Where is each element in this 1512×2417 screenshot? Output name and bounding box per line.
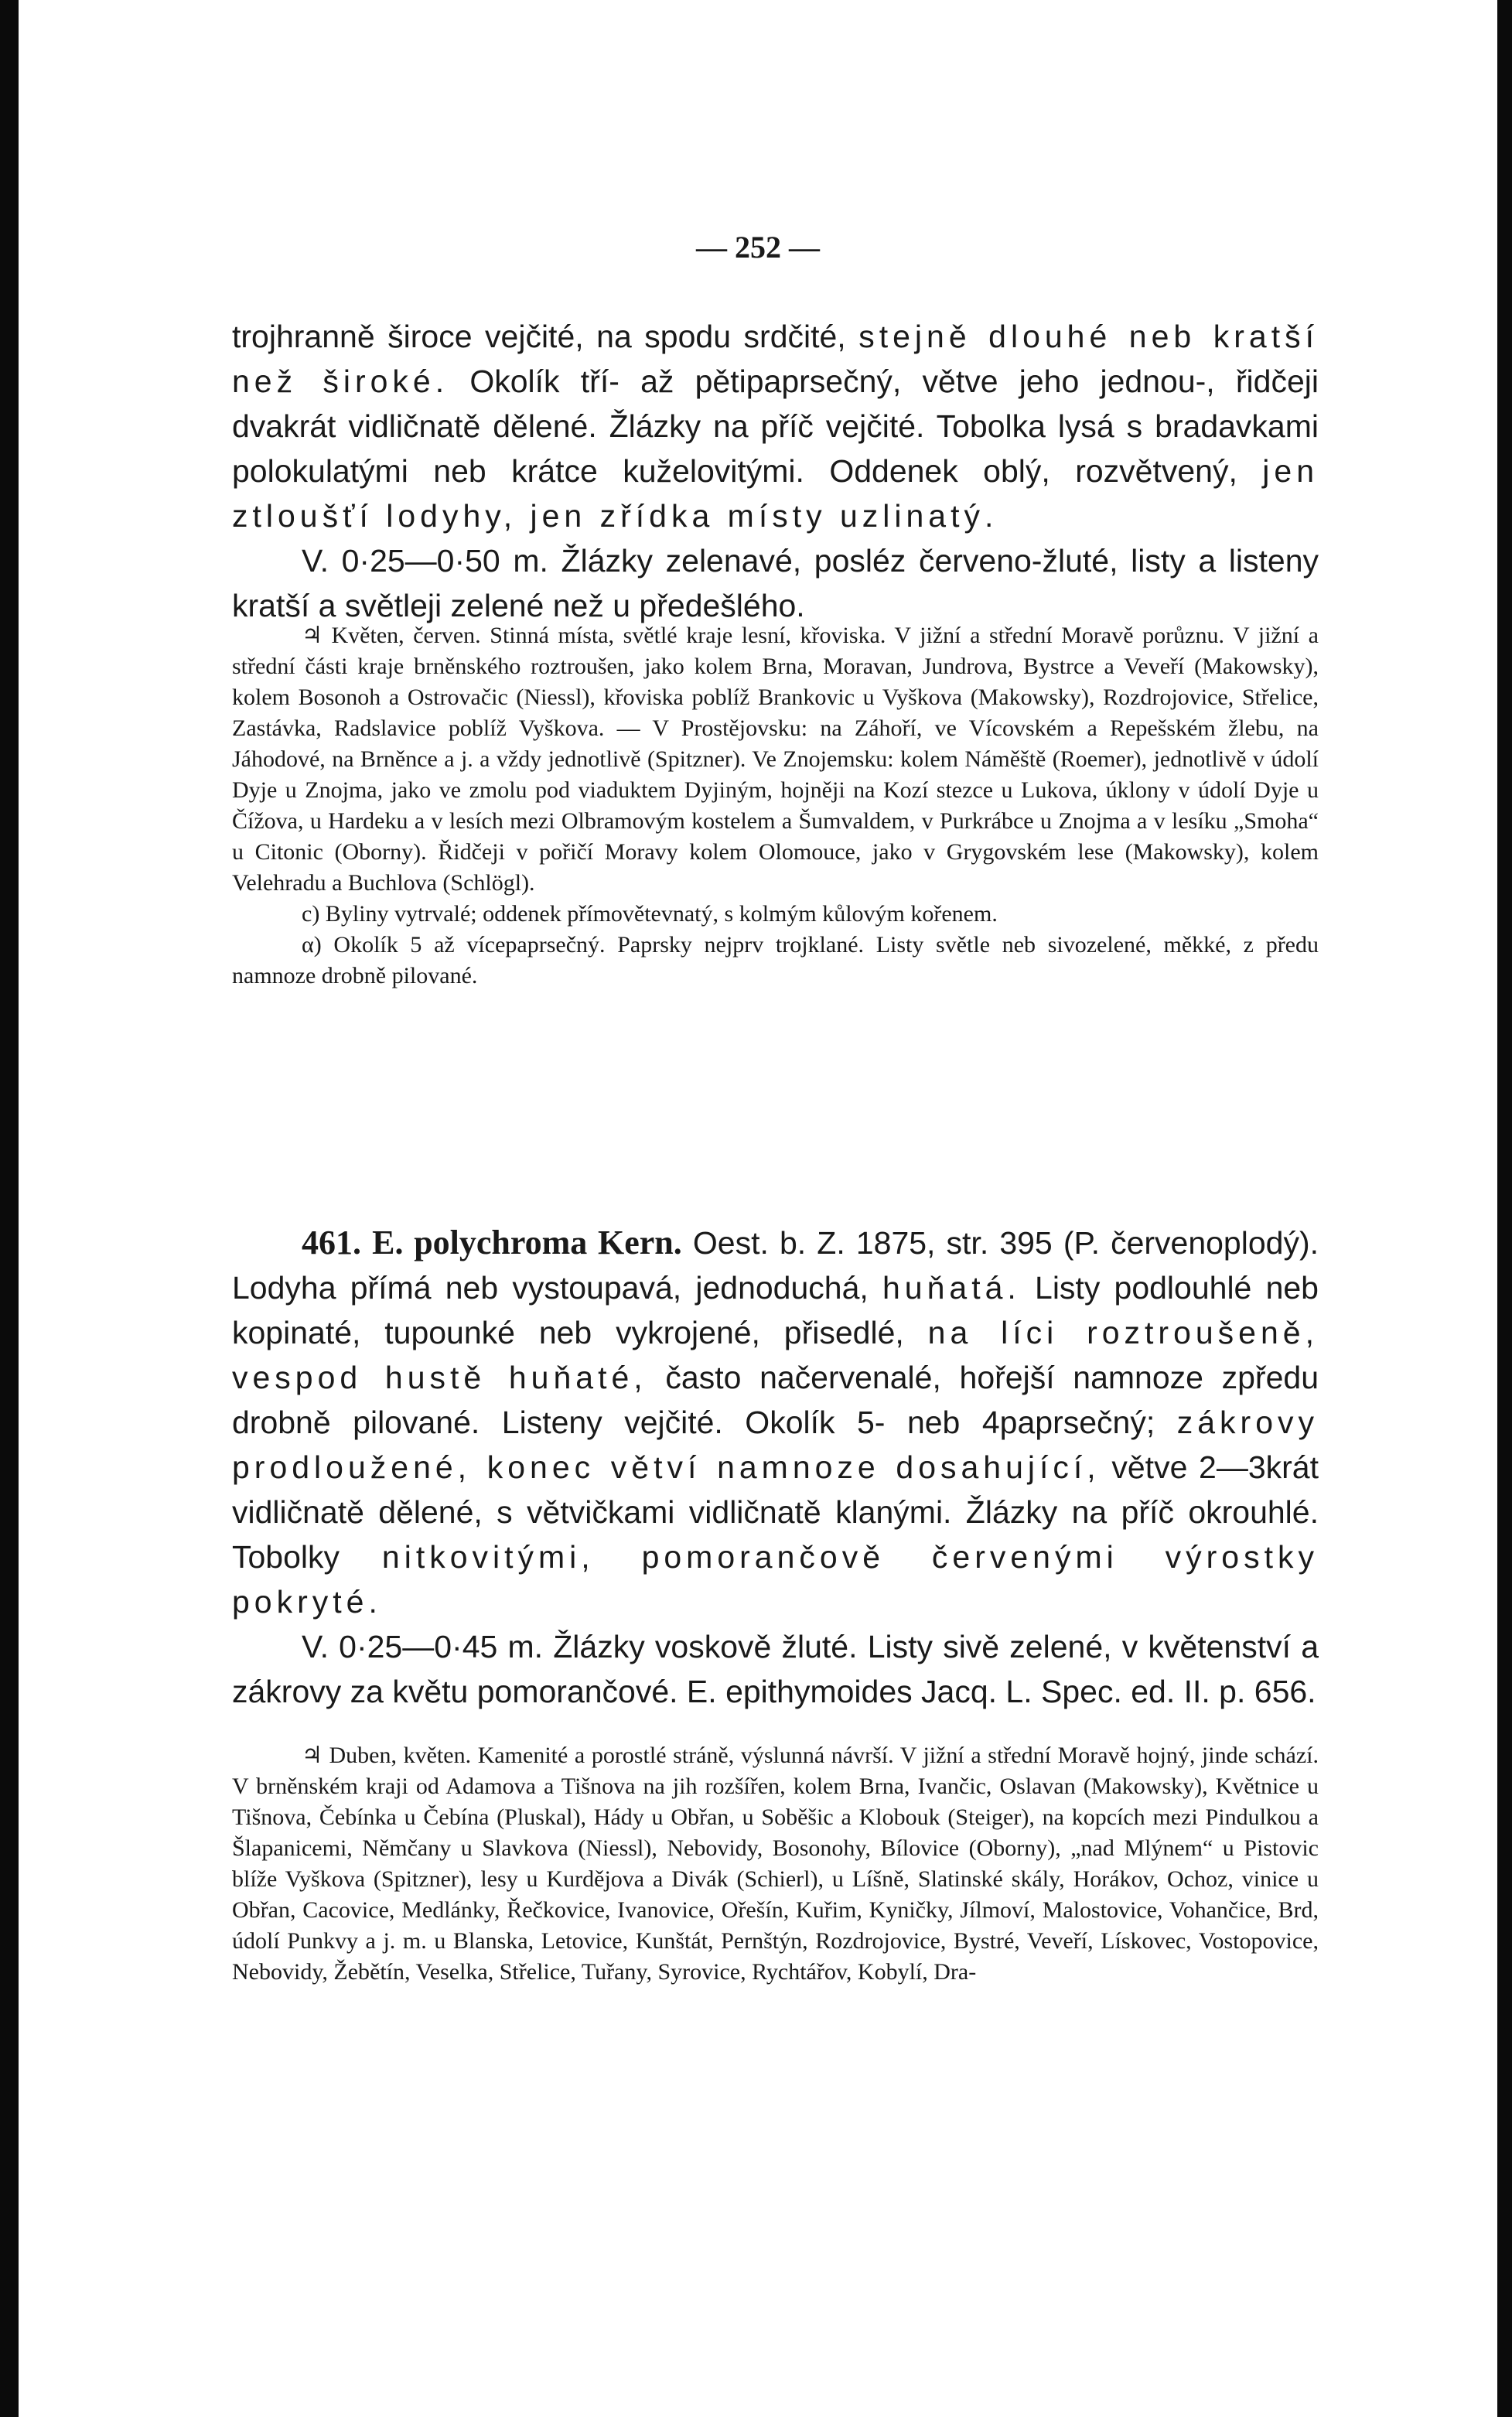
- variety-alpha-paragraph: α) Okolík 5 až vícepaprsečný. Paprsky nejprv trojklané. Listy světle neb sivozelené, měkké, z předu namnoze drobně pilované.: [232, 932, 1319, 988]
- spaced-emphasis: stejně dlouhé neb kratší než široké.: [232, 319, 1319, 399]
- spaced-emphasis: nitkovitými, pomorančově červenými výrostky pokryté.: [232, 1539, 1319, 1620]
- spaced-emphasis: huňatá.: [882, 1270, 1021, 1306]
- spaced-emphasis: na líci roztroušeně, vespod hustě huňaté,: [232, 1315, 1319, 1395]
- measurements-paragraph: V. 0·25—0·50 m. Žlázky zelenavé, posléz červeno-žluté, listy a listeny kratší a světleji zelené než u předešlého.: [232, 543, 1319, 623]
- book-page: [19, 0, 1497, 2417]
- description-text: Okolík tří- až pětipaprsečný, větve jeho jednou-, řidčeji dvakrát vidličnatě dělené. Žlázky na příč vejčité. Tobolka lysá s bradavkami polokulatými neb krátce kuželovitými. Oddenek oblý, rozvětvený,: [232, 364, 1319, 489]
- description-paragraph: [232, 314, 1319, 538]
- locality-paragraph: ♃ Květen, červen. Stinná místa, světlé kraje lesní, křoviska. V jižní a střední Moravě porůznu. V jižní a střední části kraje brněnského roztroušen, jako kolem Brna, Moravan, Jundrova, Bystrce a Veveří (Makowsky), kolem Bosonoh a Ostrovačic (Niessl), křoviska poblíž Brankovic u Vyškova (Makowsky), Rozdrojovice, Střelice, Zastávka, Radslavice poblíž Vyškova. — V Prostějovsku: na Záhoří, ve Vícovském a Repešském žlebu, na Jáhodové, na Brněnce a j. a vždy jednotlivě (Spitzner). Ve Znojemsku: kolem Náměště (Roemer), jednotlivě v údolí Dyje u Znojma, jako ve zmolu pod viaduktem Dyjiným, hojněji na Kozí stezce u Lukova, úklony v údolí Dyje u Čížova, u Hardeku a v lesích mezi Olbramovým kostelem a Šumvaldem, v Purkrábce u Znojma a v lesíku „Smoha“ u Citonic (Oborny). Řidčeji v pořičí Moravy kolem Olomouce, jako v Grygovském lese (Makowsky), kolem Velehradu a Buchlova (Schlögl).: [232, 623, 1319, 896]
- description-text: větve 2—3krát vidličnatě dělené, s větvičkami vidličnatě klanými. Žlázky na příč okrouhlé. Tobolky: [232, 1449, 1319, 1575]
- description-text: Listy podlouhlé neb kopinaté, tupounké neb vykrojené, přisedlé,: [232, 1270, 1319, 1350]
- species-description-continued: [232, 314, 1319, 628]
- spaced-emphasis: jen ztloušťí lodyhy, jen zřídka místy uzlinatý.: [232, 453, 1319, 534]
- description-text: Oest. b. Z. 1875, str. 395 (P. červenoplodý). Lodyha přímá neb vystoupavá, jednoduchá,: [232, 1225, 1319, 1306]
- locality-block-1: [232, 620, 1319, 992]
- description-text: často načervenalé, hořejší namnoze zpředu drobně pilované. Listeny vejčité. Okolík 5- neb 4paprsečný;: [232, 1360, 1319, 1440]
- species-description: [232, 1220, 1319, 1624]
- measurements-paragraph: V. 0·25—0·45 m. Žlázky voskově žluté. Listy sivě zelené, v květenství a zákrovy za květu pomorančové. E. epithymoides Jacq. L. Spec. ed. II. p. 656.: [232, 1629, 1319, 1709]
- locality-paragraph: ♃ Duben, květen. Kamenité a porostlé stráně, výslunná návrší. V jižní a střední Moravě hojný, jinde schází. V brněnském kraji od Adamova a Tišnova na jih rozšířen, kolem Brna, Ivančic, Oslavan (Makowsky), Květnice u Tišnova, Čebínka u Čebína (Pluskal), Hády u Obřan, u Soběšic a Klobouk (Steiger), na kopcích mezi Pindulkou a Šlapanicemi, Němčany u Slavkova (Niessl), Nebovidy, Bosonohy, Bílovice (Oborny), „nad Mlýnem“ u Pistovic blíže Vyškova (Spitzner), lesy u Kurdějova a Divák (Schierl), u Líšně, Slatinské skály, Horákov, Ochoz, vinice u Obřan, Cacovice, Medlánky, Řečkovice, Ivanovice, Ořešín, Kuřim, Kyničky, Jílmoví, Malostovice, Vohančice, Brd, údolí Punkvy a j. m. u Blanska, Letovice, Kunštát, Pernštýn, Rozdrojovice, Bystré, Veveří, Lískovec, Vostopovice, Nebovidy, Žebětín, Veselka, Střelice, Tuřany, Syrovice, Rychtářov, Kobylí, Dra-: [232, 1743, 1319, 1985]
- variety-c-paragraph: c) Byliny vytrvalé; oddenek přímovětevnatý, s kolmým kůlovým kořenem.: [302, 901, 998, 927]
- species-number: 461.: [302, 1224, 361, 1261]
- description-text: trojhranně široce vejčité, na spodu srdčité,: [232, 319, 846, 354]
- species-name: E. polychroma Kern.: [372, 1224, 682, 1261]
- locality-block-2: [232, 1740, 1319, 1988]
- page-number: — 252 —: [696, 230, 820, 265]
- species-461-entry: [232, 1220, 1319, 1714]
- spaced-emphasis: zákrovy prodloužené, konec větví namnoze dosahující,: [232, 1405, 1319, 1485]
